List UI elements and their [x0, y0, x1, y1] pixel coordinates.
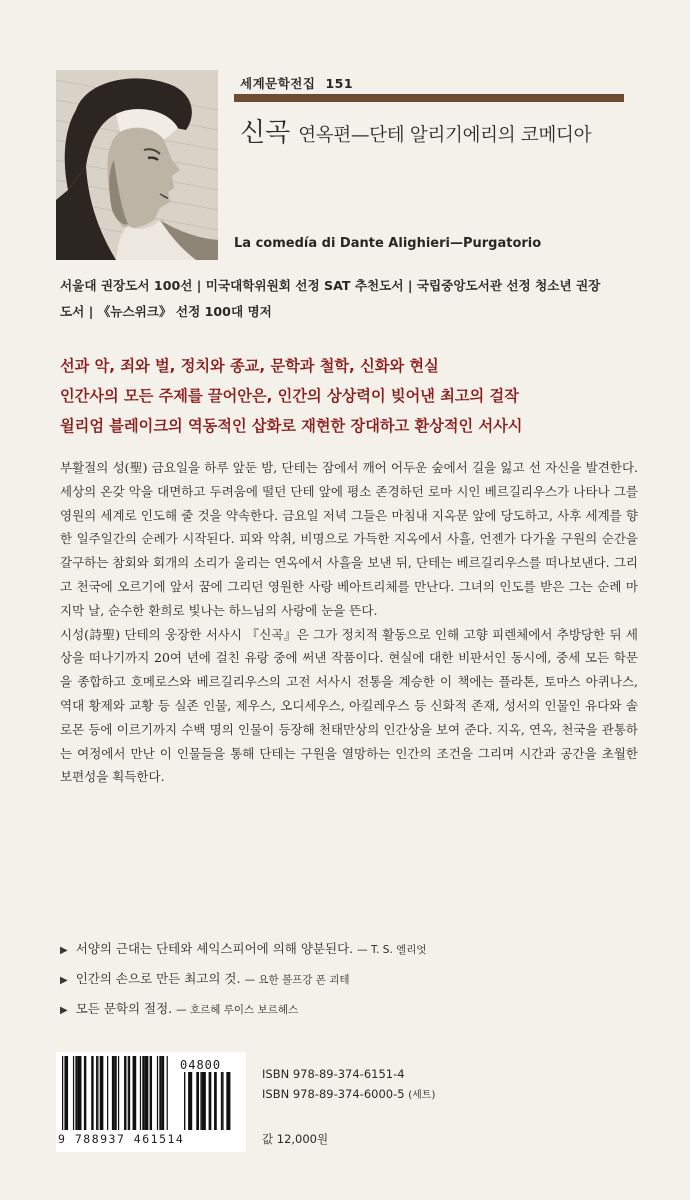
- barcode-bar: [184, 1072, 185, 1130]
- quote-item: [60, 995, 640, 1025]
- quote-source: — 호르헤 루이스 보르헤스: [176, 1004, 299, 1016]
- quote-item: [60, 935, 640, 965]
- barcode-bar: [196, 1072, 199, 1130]
- isbn-line: ISBN 978-89-374-6151-4: [262, 1067, 405, 1081]
- description-paragraph: 시성(詩聖) 단테의 웅장한 서사시 『신곡』은 그가 정치적 활동으로 인해 고향 피렌체에서 추방당한 뒤 세상을 떠나기까지 20여 년에 걸친 유랑 중에 써낸 작품이다. 현실에 대한 비판서인 동시에, 중세 모든 학문을 종합하고 호메로스와 베르길리우스의 고전 서사시 전통을 계승한 이 책에는 플라톤, 토마스 아퀴나스, 역대 황제와 교황 등 실존 인물, 제우스, 오디세우스, 아킬레우스 등 신화적 존재, 성서의 인물인 유다와 솔로몬 등에 이르기까지 수백 명의 인물이 등장해 천태만상의 인간상을 보여 준다. 지옥, 연옥, 천국을 관통하는 여정에서 만난 이 인물들을 통해 단테는 구원을 열망하는 인간의 조건을 그리며 시간과 공간을 초월한 보편성을 획득한다.: [60, 626, 638, 785]
- highlight-taglines: [60, 351, 650, 441]
- barcode-bar: [133, 1056, 137, 1130]
- barcode-bar: [112, 1056, 114, 1130]
- barcode-bar: [188, 1072, 192, 1130]
- isbn-set-number: ISBN 978-89-374-6000-5: [262, 1087, 405, 1101]
- barcode-bar: [91, 1056, 93, 1130]
- quote-text: 서양의 근대는 단테와 셰익스피어에 의해 양분된다.: [75, 941, 354, 956]
- price-label: 값 12,000원: [262, 1132, 329, 1146]
- barcode-bar: [128, 1056, 129, 1130]
- barcode-bar: [129, 1056, 130, 1130]
- barcode-bar: [64, 1056, 68, 1130]
- barcode-bar: [142, 1056, 144, 1130]
- barcode-bar: [73, 1056, 74, 1130]
- quote-text: 모든 문학의 절정.: [75, 1001, 173, 1016]
- barcode-bar: [124, 1056, 126, 1130]
- book-description: [60, 456, 638, 789]
- barcode-bar: [157, 1056, 158, 1130]
- quote-item: [60, 965, 640, 995]
- barcode-bar: [202, 1072, 206, 1130]
- barcode-bar: [221, 1072, 222, 1130]
- highlight-line: 인간사의 모든 주제를 끌어안은, 인간의 상상력이 빚어낸 최고의 걸작: [60, 387, 519, 405]
- barcode-bar: [214, 1072, 217, 1130]
- series-number: 151: [325, 76, 354, 91]
- description-paragraph: 부활절의 성(聖) 금요일을 하루 앞둔 밤, 단테는 잠에서 깨어 어두운 숲에서 길을 잃고 선 자신을 발견한다. 세상의 온갖 악을 대면하고 두려움에 떨던 단테 앞에 평소 존경하던 로마 시인 베르길리우스가 나타나 그를 영원의 세계로 인도해 줄 것을 약속한다. 금요일 저녁 그들은 마침내 지옥문 앞에 당도하고, 사후 세계를 향한 일주일간의 순례가 시작된다. 피와 악취, 비명으로 가득한 지옥에서 사흘, 언젠가 다가올 구원의 순간을 갈구하는 참회와 회개의 소리가 울리는 연옥에서 사흘을 보낸 뒤, 단테는 베르길리우스를 떠나보낸다. 그리고 천국에 오르기에 앞서 꿈에 그리던 영원한 사랑 베아트리체를 만난다. 그녀의 인도를 받은 그는 순례 마지막 날, 순수한 환희로 빛나는 하느님의 사랑에 눈을 뜬다.: [60, 460, 638, 618]
- barcode-bar: [97, 1056, 98, 1130]
- barcode-bar: [75, 1056, 77, 1130]
- quote-text: 인간의 손으로 만든 최고의 것.: [75, 971, 241, 986]
- barcode-bar: [226, 1072, 230, 1130]
- barcode-bar: [107, 1056, 108, 1130]
- barcode-bar: [200, 1072, 201, 1130]
- barcode-addon-digits: 04800: [180, 1058, 222, 1072]
- title-rule-bar: [234, 94, 624, 102]
- recommendation-line: 도서 | 《뉴스위크》 선정 100대 명저: [60, 304, 272, 319]
- series-label: [240, 74, 353, 92]
- highlight-line: 윌리엄 블레이크의 역동적인 삽화로 재현한 장대하고 환상적인 서사시: [60, 417, 523, 435]
- highlight-line: 선과 악, 죄와 벌, 정치와 종교, 문학과 철학, 신화와 현실: [60, 357, 439, 375]
- barcode-bar: [150, 1056, 152, 1130]
- barcode-main-digits: 9 788937 461514: [58, 1132, 185, 1146]
- barcode-bar: [167, 1056, 168, 1130]
- barcode-bar: [159, 1056, 161, 1130]
- barcode-bar: [100, 1056, 104, 1130]
- barcode-bar: [62, 1056, 63, 1130]
- barcode-bar: [145, 1056, 149, 1130]
- barcode-bar: [209, 1072, 212, 1130]
- series-name: 세계문학전집: [240, 76, 316, 91]
- barcode-bar: [140, 1056, 141, 1130]
- book-title: [240, 112, 591, 149]
- recommendation-list: [60, 273, 640, 325]
- title-subtitle: 연옥편—단테 알리기에리의 코메디아: [298, 125, 592, 146]
- isbn-set-suffix: (세트): [408, 1090, 436, 1101]
- recommendation-line: 서울대 권장도서 100선 | 미국대학위원회 선정 SAT 추천도서 | 국립중앙도서관 선정 청소년 권장: [60, 278, 601, 293]
- triangle-right-icon: ▶: [60, 945, 68, 956]
- quote-source: — 요한 볼프강 폰 괴테: [244, 974, 350, 986]
- dante-portrait: [56, 70, 218, 260]
- praise-quotes: [60, 935, 640, 1025]
- barcode-bar: [78, 1056, 82, 1130]
- triangle-right-icon: ▶: [60, 1005, 68, 1016]
- dante-portrait-illustration: [56, 70, 218, 260]
- barcode-bar: [96, 1056, 97, 1130]
- title-main: 신곡: [240, 118, 291, 148]
- barcode-bar: [118, 1056, 119, 1130]
- isbn-block: [262, 1064, 435, 1106]
- triangle-right-icon: ▶: [60, 975, 68, 986]
- barcode-bar: [84, 1056, 86, 1130]
- isbn-line: [262, 1084, 435, 1106]
- quote-source: — T. S. 엘리엇: [357, 944, 427, 956]
- barcode-bar: [114, 1056, 116, 1130]
- barcode-bar: [222, 1072, 223, 1130]
- barcode-bar: [162, 1056, 164, 1130]
- original-title: La comedía di Dante Alighieri—Purgatorio: [234, 236, 542, 251]
